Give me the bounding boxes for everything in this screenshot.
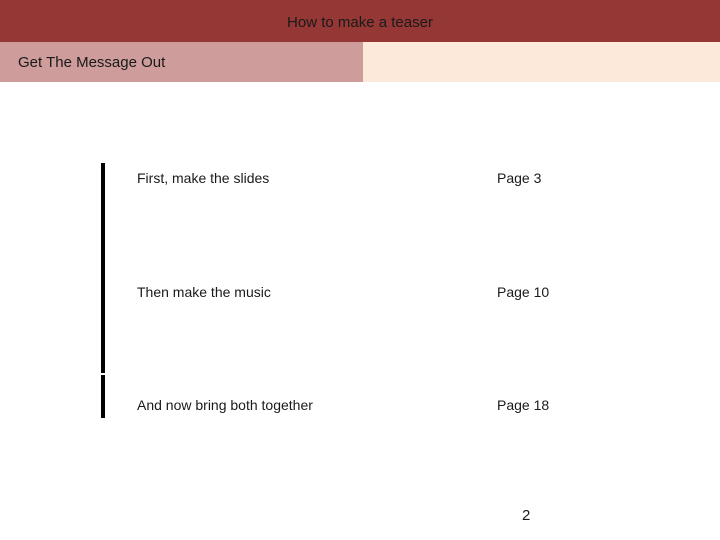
toc-entry-page: Page 18 (497, 397, 550, 413)
title-bar (0, 0, 720, 42)
page-subtitle: Get The Message Out (18, 53, 166, 71)
toc-divider-line (101, 163, 105, 373)
toc-entry-page: Page 10 (497, 284, 550, 300)
toc-entry-page: Page 3 (497, 170, 542, 186)
subtitle-bar (0, 42, 363, 82)
toc-entry[interactable] (0, 284, 720, 308)
toc-entry[interactable] (0, 397, 720, 421)
subtitle-bar-accent (363, 42, 720, 82)
page-title: How to make a teaser (287, 13, 433, 31)
toc-entry[interactable] (0, 170, 720, 194)
slide-number: 2 (522, 507, 531, 524)
toc-entry-label: And now bring both together (137, 397, 313, 413)
toc-entry-label: First, make the slides (137, 170, 270, 186)
toc-entry-label: Then make the music (137, 284, 271, 300)
